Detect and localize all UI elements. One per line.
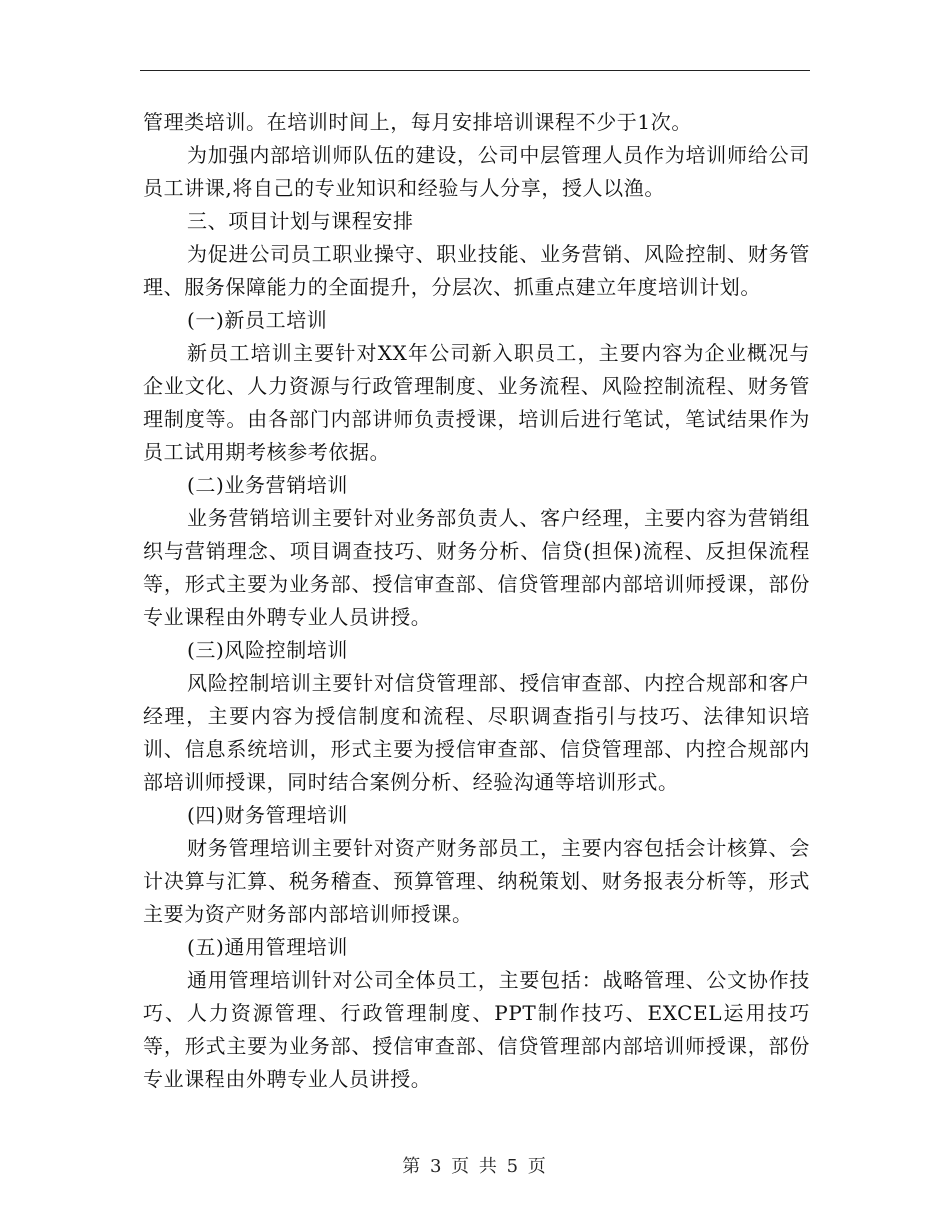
- page-number-footer: 第 3 页 共 5 页: [402, 1156, 548, 1177]
- subsection-heading: (四)财务管理培训: [187, 803, 349, 827]
- subsection-heading: (一)新员工培训: [187, 308, 328, 332]
- paragraph: 为加强内部培训师队伍的建设，公司中层管理人员作为培训师给公司员工讲课,将自己的专业知识和经验与人分享，授人以渔。: [143, 143, 810, 200]
- subsection-heading: (五)通用管理培训: [187, 935, 349, 959]
- section-heading: 三、项目计划与课程安排: [187, 209, 414, 233]
- paragraph: 财务管理培训主要针对资产财务部员工，主要内容包括会计核算、会计决算与汇算、税务稽查、预算管理、纳税策划、财务报表分析等，形式主要为资产财务部内部培训师授课。: [143, 836, 810, 926]
- subsection-heading: (三)风险控制培训: [187, 638, 349, 662]
- subsection-heading: (二)业务营销培训: [187, 473, 349, 497]
- document-body: [143, 106, 810, 1096]
- paragraph: 业务营销培训主要针对业务部负责人、客户经理，主要内容为营销组织与营销理念、项目调查技巧、财务分析、信贷(担保)流程、反担保流程等，形式主要为业务部、授信审查部、信贷管理部内部培训师授课，部份专业课程由外聘专业人员讲授。: [143, 506, 810, 629]
- paragraph: 风险控制培训主要针对信贷管理部、授信审查部、内控合规部和客户经理，主要内容为授信制度和流程、尽职调查指引与技巧、法律知识培训、信息系统培训，形式主要为授信审查部、信贷管理部、内控合规部内部培训师授课，同时结合案例分析、经验沟通等培训形式。: [143, 671, 810, 794]
- paragraph: 管理类培训。在培训时间上，每月安排培训课程不少于1次。: [143, 110, 692, 134]
- paragraph: 新员工培训主要针对XX年公司新入职员工，主要内容为企业概况与企业文化、人力资源与行政管理制度、业务流程、风险控制流程、财务管理制度等。由各部门内部讲师负责授课，培训后进行笔试，笔试结果作为员工试用期考核参考依据。: [143, 341, 810, 464]
- header-rule: [140, 70, 810, 71]
- paragraph: 通用管理培训针对公司全体员工，主要包括：战略管理、公文协作技巧、人力资源管理、行政管理制度、PPT制作技巧、EXCEL运用技巧等，形式主要为业务部、授信审查部、信贷管理部内部培训师授课，部份专业课程由外聘专业人员讲授。: [143, 968, 810, 1091]
- paragraph: 为促进公司员工职业操守、职业技能、业务营销、风险控制、财务管理、服务保障能力的全面提升，分层次、抓重点建立年度培训计划。: [143, 242, 810, 299]
